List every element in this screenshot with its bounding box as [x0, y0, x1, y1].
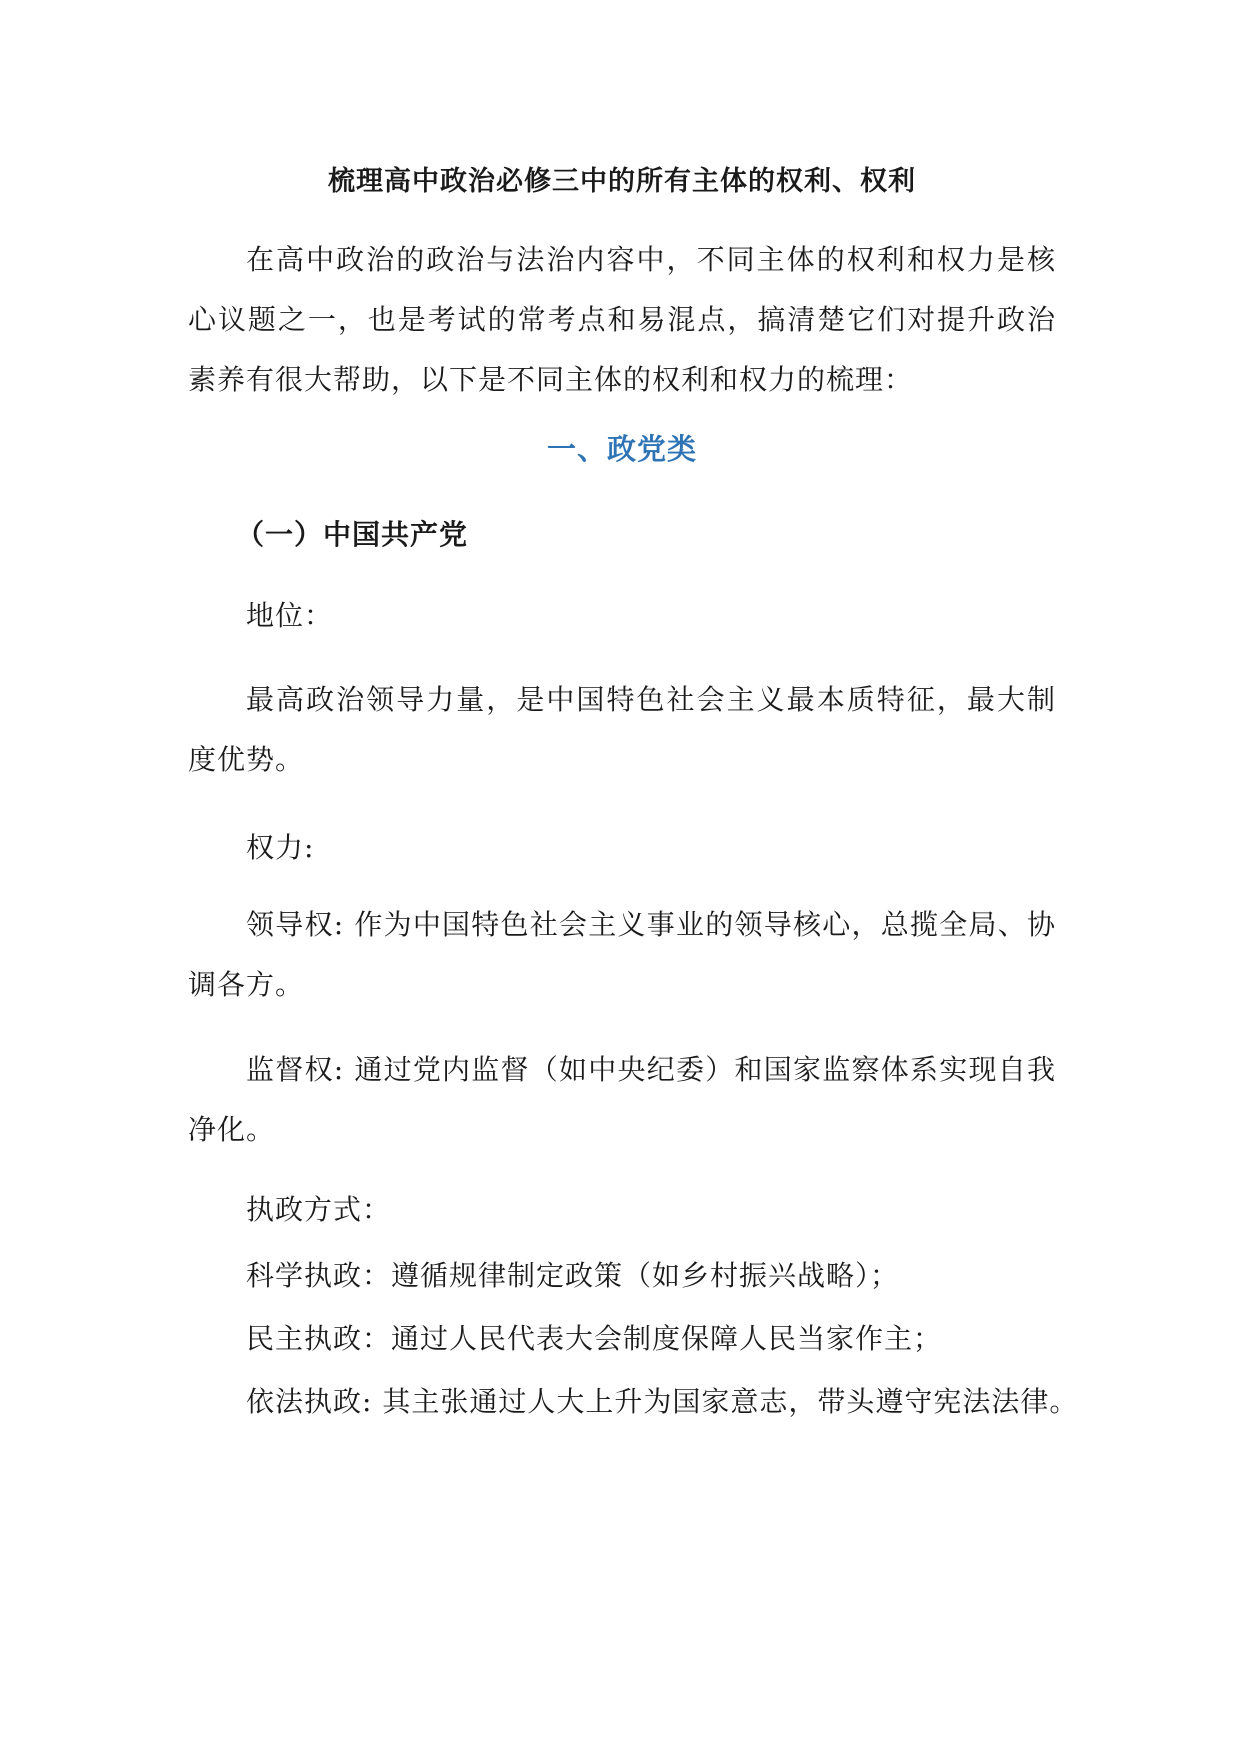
governance-label: 执政方式： — [246, 1193, 392, 1226]
status-paragraph: 最高政治领导力量，是中国特色社会主义最本质特征，最大制度优势。 — [188, 683, 1056, 776]
section-heading: 一、政党类 — [546, 432, 697, 466]
governance-item: 科学执政：遵循规律制定政策（如乡村振兴战略）； — [246, 1259, 900, 1292]
power-label: 权力: — [246, 831, 315, 864]
leadership-power-paragraph: 领导权: 作为中国特色社会主义事业的领导核心，总揽全局、协调各方。 — [188, 908, 1056, 1001]
subsection-heading: （一）中国共产党 — [236, 518, 469, 551]
document-title: 梳理高中政治必修三中的所有主体的权利、权利 — [328, 166, 916, 197]
intro-paragraph: 在高中政治的政治与法治内容中，不同主体的权利和权力是核心议题之一，也是考试的常考点和易混点，搞清楚它们对提升政治素养有很大帮助，以下是不同主体的权利和权力的梳理： — [188, 243, 1056, 396]
governance-item: 依法执政: 其主张通过人大上升为国家意志，带头遵守宪法法律。 — [246, 1385, 1079, 1418]
status-label: 地位： — [246, 599, 334, 632]
supervision-power-paragraph: 监督权: 通过党内监督（如中央纪委）和国家监察体系实现自我净化。 — [188, 1053, 1056, 1146]
governance-item: 民主执政：通过人民代表大会制度保障人民当家作主； — [246, 1322, 943, 1355]
